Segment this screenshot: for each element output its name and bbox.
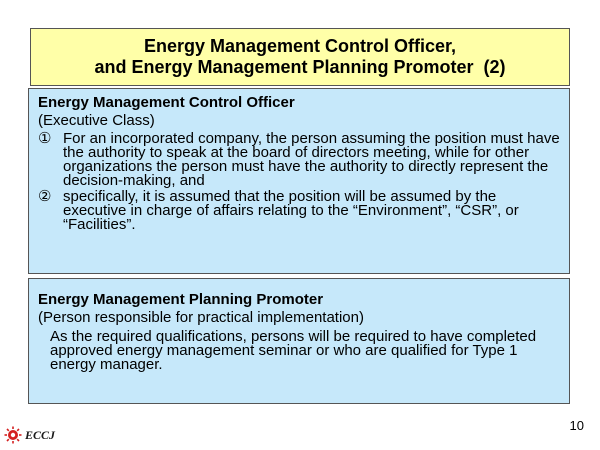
promoter-box	[28, 278, 570, 404]
promoter-role-label: (Person responsible for practical implementation)	[38, 309, 364, 326]
title-line-1: Energy Management Control Officer,	[143, 36, 457, 56]
promoter-text: As the required qualifications, persons will be required to have completed approved energy management seminar or who are qualified for Type 1 energy manager.	[50, 328, 537, 373]
item-text: For an incorporated company, the person assuming the position must have the authority to speak at the board of directors meeting, while for other organizations the person must have the authority to directly represent the decision-making, and	[63, 130, 560, 189]
page-number: 10	[569, 418, 584, 433]
officer-item-1	[38, 132, 560, 188]
eccj-logo-icon	[4, 426, 22, 444]
logo-text: ECCJ	[25, 427, 56, 442]
officer-box	[28, 88, 570, 274]
item-number: ②	[38, 188, 52, 205]
item-text: specifically, it is assumed that the position will be assumed by the executive in charge of affairs relating to the “Environment”, “CSR”, or “Facilities”.	[63, 188, 519, 233]
eccj-logo	[4, 426, 55, 444]
promoter-heading: Energy Management Planning Promoter	[38, 291, 324, 308]
officer-class-label: (Executive Class)	[38, 112, 155, 129]
title-line-2: and Energy Management Planning Promoter (2)	[94, 57, 506, 77]
item-number: ①	[38, 130, 52, 147]
officer-item-2	[38, 190, 560, 232]
officer-heading: Energy Management Control Officer	[38, 94, 295, 111]
slide-title	[30, 28, 570, 86]
